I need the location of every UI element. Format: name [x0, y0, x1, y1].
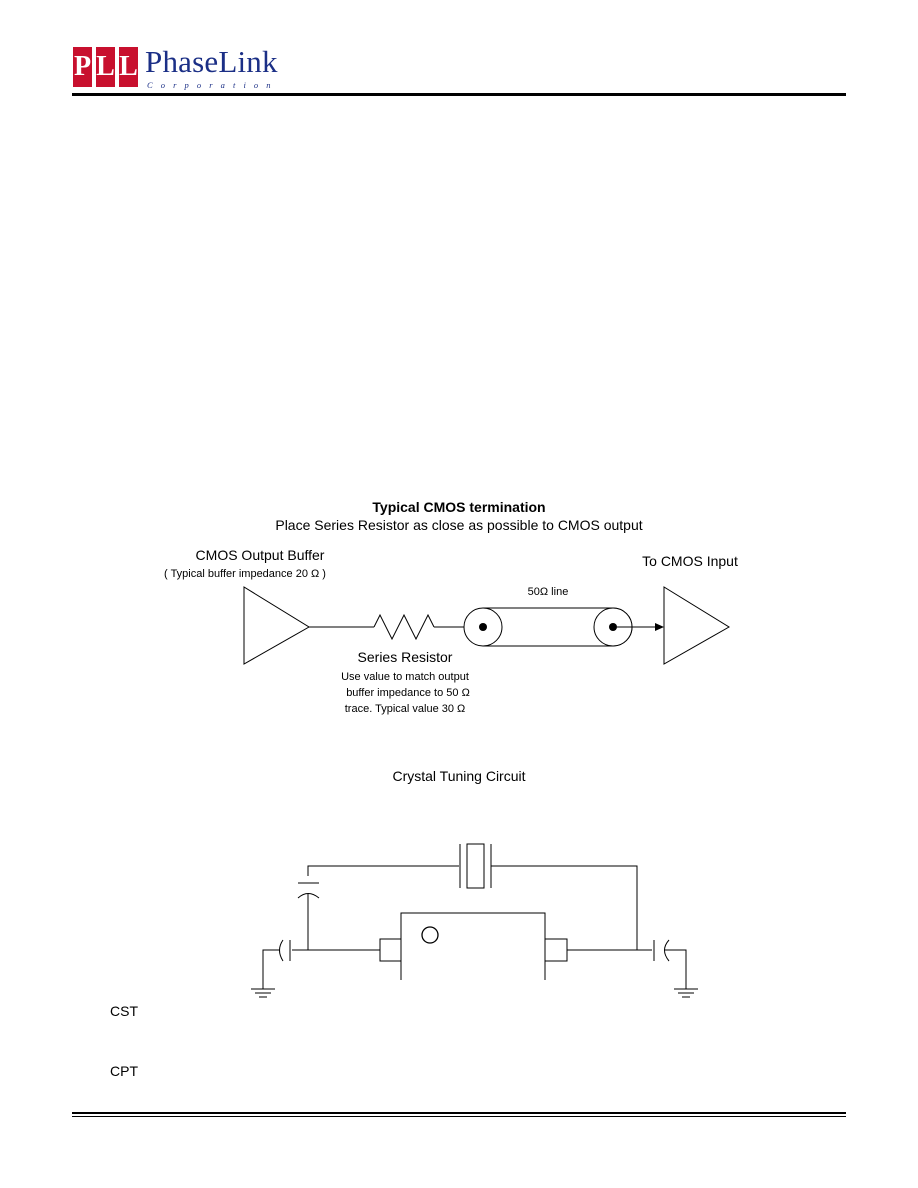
logo-letter-l1: L	[96, 47, 115, 87]
left-cap-curve	[280, 940, 284, 961]
input-buffer-triangle	[664, 587, 729, 664]
right-ground-lead	[665, 950, 686, 989]
cst-label: CST	[110, 1003, 138, 1019]
output-buffer-note: ( Typical buffer impedance 20 Ω )	[164, 568, 326, 580]
resistor-note-1: Use value to match output	[341, 671, 469, 683]
crystal-left-wire	[308, 866, 459, 876]
resistor-note-2: buffer impedance to 50 Ω	[346, 687, 470, 699]
line-label: 50Ω line	[527, 586, 569, 598]
output-buffer-label: CMOS Output Buffer	[195, 547, 325, 563]
cmos-title: Typical CMOS termination	[372, 499, 546, 515]
series-resistor	[374, 615, 434, 639]
crystal-title: Crystal Tuning Circuit	[392, 768, 526, 784]
left-ground-lead	[263, 950, 279, 989]
coax-center-left	[479, 623, 487, 631]
cmos-subtitle: Place Series Resistor as close as possible to CMOS output	[275, 517, 643, 533]
chip-pin1-marker	[422, 927, 438, 943]
logo-name: PhaseLink	[145, 44, 278, 79]
crystal-tuning-diagram	[251, 768, 698, 997]
chip-pin-right	[545, 939, 567, 961]
resistor-note-3: trace. Typical value 30 Ω	[344, 703, 466, 715]
cpt-label: CPT	[110, 1063, 138, 1079]
cmos-input-label: To CMOS Input	[642, 553, 738, 569]
footer-rule-thin	[72, 1116, 846, 1117]
footer-rule	[72, 1112, 846, 1114]
crystal-right-wire	[491, 866, 637, 950]
resistor-label: Series Resistor	[357, 649, 453, 665]
logo-letter-p: P	[73, 47, 92, 87]
chip-pin-left	[380, 939, 401, 961]
logo-letter-l2: L	[119, 47, 138, 87]
input-arrowhead	[655, 623, 664, 631]
crystal-body	[467, 844, 484, 888]
output-buffer-triangle	[244, 587, 309, 664]
logo-subtitle: Corporation	[147, 80, 279, 90]
cmos-termination-diagram	[164, 499, 738, 715]
chip-body	[401, 913, 545, 980]
coax-center-right	[609, 623, 617, 631]
